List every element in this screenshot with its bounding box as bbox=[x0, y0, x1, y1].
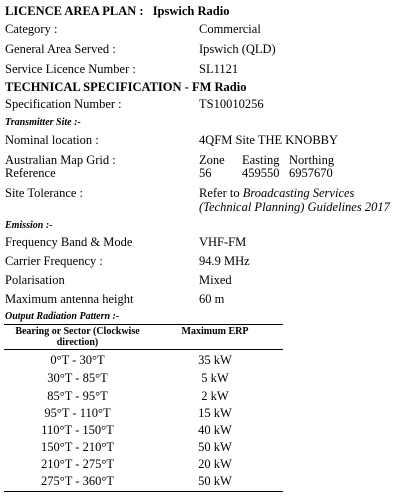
licence-number-value: SL1121 bbox=[199, 62, 239, 76]
licence-label: LICENCE AREA PLAN : bbox=[5, 4, 144, 18]
spec-number-label: Specification Number : bbox=[5, 97, 122, 111]
category-value: Commercial bbox=[199, 22, 261, 36]
radiation-pattern-heading: Output Radiation Pattern :- bbox=[5, 311, 120, 322]
grid-header-easting: Easting bbox=[242, 153, 280, 167]
category-label: Category : bbox=[5, 22, 58, 36]
grid-value-northing: 6957670 bbox=[289, 166, 333, 180]
transmitter-site-heading: Transmitter Site :- bbox=[5, 117, 81, 128]
emission-heading: Emission :- bbox=[5, 220, 53, 231]
erp-cell: 35 kW bbox=[198, 353, 232, 367]
bearing-cell: 30°T - 85°T bbox=[47, 371, 108, 385]
map-grid-reference-label: Reference bbox=[5, 166, 56, 180]
nominal-location-label: Nominal location : bbox=[5, 133, 99, 147]
polarisation-value: Mixed bbox=[199, 273, 232, 287]
nominal-location-value: 4QFM Site THE KNOBBY bbox=[199, 133, 339, 147]
antenna-height-value: 60 m bbox=[199, 292, 225, 306]
erp-column-header: Maximum ERP bbox=[181, 326, 249, 337]
bearing-column-header: Bearing or Sector (Clockwise direction) bbox=[15, 326, 140, 348]
licence-area-plan-heading bbox=[5, 4, 229, 19]
site-tolerance-value bbox=[199, 186, 354, 201]
map-grid-label: Australian Map Grid : bbox=[5, 153, 116, 167]
erp-cell: 40 kW bbox=[198, 423, 232, 437]
grid-header-northing: Northing bbox=[289, 153, 335, 167]
frequency-band-value: VHF-FM bbox=[199, 235, 247, 249]
licence-value: Ipswich Radio bbox=[152, 4, 230, 18]
polarisation-label: Polarisation bbox=[5, 273, 65, 287]
grid-value-zone: 56 bbox=[199, 166, 212, 180]
bearing-cell: 210°T - 275°T bbox=[41, 457, 114, 471]
erp-cell: 20 kW bbox=[198, 457, 232, 471]
erp-cell: 2 kW bbox=[201, 389, 229, 403]
erp-cell: 50 kW bbox=[198, 440, 232, 454]
licence-number-label: Service Licence Number : bbox=[5, 62, 136, 76]
erp-cell: 50 kW bbox=[198, 474, 232, 488]
bearing-cell: 110°T - 150°T bbox=[41, 423, 114, 437]
bearing-cell: 85°T - 95°T bbox=[47, 389, 108, 403]
technical-spec-heading: TECHNICAL SPECIFICATION - FM Radio bbox=[5, 80, 247, 94]
erp-cell: 15 kW bbox=[198, 406, 232, 420]
tolerance-reference-line1: Broadcasting Services bbox=[242, 186, 355, 200]
area-served-label: General Area Served : bbox=[5, 42, 116, 56]
carrier-frequency-label: Carrier Frequency : bbox=[5, 254, 103, 268]
frequency-band-label: Frequency Band & Mode bbox=[5, 235, 133, 249]
spec-number-value: TS10010256 bbox=[199, 97, 264, 111]
bearing-cell: 275°T - 360°T bbox=[41, 474, 114, 488]
table-header-rule bbox=[4, 349, 283, 350]
area-served-value: Ipswich (QLD) bbox=[199, 42, 276, 56]
erp-cell: 5 kW bbox=[201, 371, 229, 385]
grid-header-zone: Zone bbox=[199, 153, 225, 167]
bearing-cell: 0°T - 30°T bbox=[50, 353, 105, 367]
bearing-cell: 150°T - 210°T bbox=[41, 440, 114, 454]
table-bottom-rule bbox=[4, 491, 283, 492]
antenna-height-label: Maximum antenna height bbox=[5, 292, 134, 306]
table-top-rule bbox=[4, 324, 283, 325]
tolerance-reference-line2: (Technical Planning) Guidelines 2017 bbox=[199, 200, 390, 214]
tolerance-prefix: Refer to bbox=[199, 186, 240, 200]
site-tolerance-label: Site Tolerance : bbox=[5, 186, 84, 200]
grid-value-easting: 459550 bbox=[242, 166, 280, 180]
carrier-frequency-value: 94.9 MHz bbox=[199, 254, 250, 268]
bearing-cell: 95°T - 110°T bbox=[44, 406, 111, 420]
